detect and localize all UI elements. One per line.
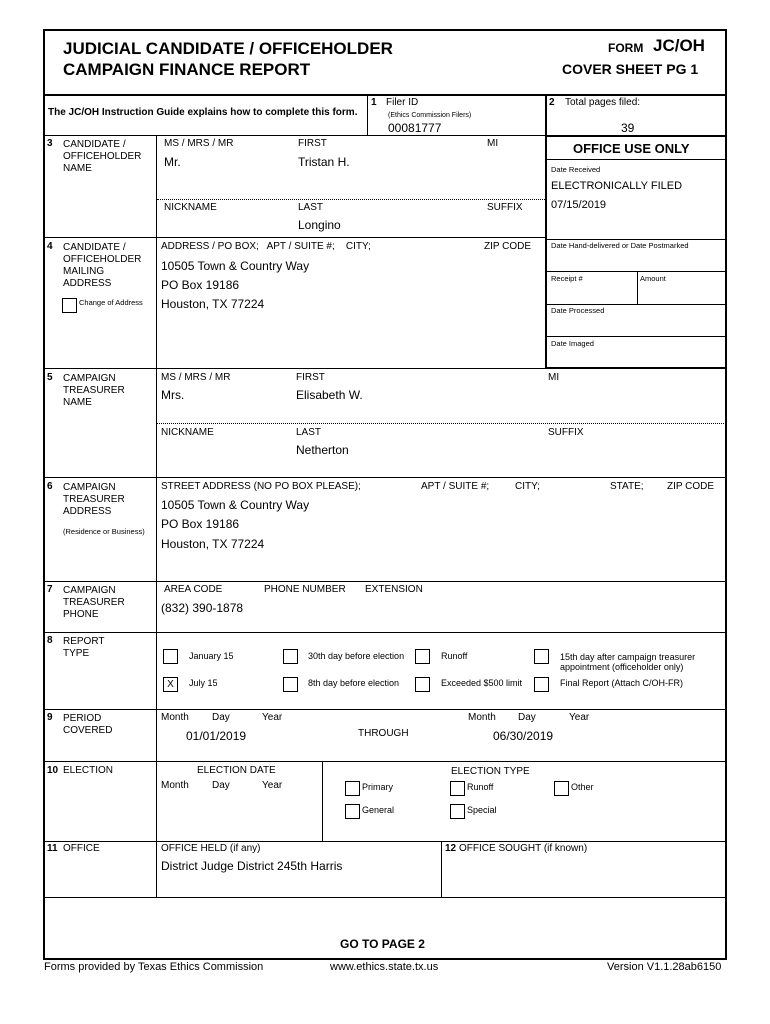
section-5-num: 5 xyxy=(47,372,53,383)
footer-provider: Forms provided by Texas Ethics Commission xyxy=(44,961,264,973)
mi-label: MI xyxy=(487,138,499,149)
residence-label: (Residence or Business) xyxy=(63,527,145,536)
year-label: Year xyxy=(262,712,283,723)
office-held-value: District Judge District 245th Harris xyxy=(161,859,343,873)
last-label: LAST xyxy=(298,202,324,213)
report-type-8th-day-checkbox[interactable] xyxy=(283,677,298,692)
day-label: Day xyxy=(212,780,230,791)
suffix-label: SUFFIX xyxy=(487,202,523,213)
office-held-label: OFFICE HELD (if any) xyxy=(161,843,261,854)
report-type-label: Final Report (Attach C/OH-FR) xyxy=(560,678,684,688)
filer-id-sub: (Ethics Commission Filers) xyxy=(388,112,472,119)
row-divider xyxy=(43,237,546,238)
last-label: LAST xyxy=(296,427,322,438)
change-of-address-checkbox[interactable] xyxy=(62,298,77,313)
day-label: Day xyxy=(212,712,230,723)
go-to-page-2: GO TO PAGE 2 xyxy=(340,937,425,951)
row-divider xyxy=(43,841,727,842)
candidate-last-name: Longino xyxy=(298,218,341,232)
period-from-date: 01/01/2019 xyxy=(186,729,247,743)
report-type-final-report-checkbox[interactable] xyxy=(534,677,549,692)
report-type-label: Exceeded $500 limit xyxy=(441,678,523,688)
report-type-15th-day-checkbox[interactable] xyxy=(534,649,549,664)
candidate-prefix: Mr. xyxy=(164,155,181,169)
hand-delivered-label: Date Hand-delivered or Date Postmarked xyxy=(551,241,689,250)
section-10-label: ELECTION xyxy=(63,765,114,776)
prefix-label: MS / MRS / MR xyxy=(164,138,234,149)
filer-id-num: 1 xyxy=(371,97,377,108)
row-divider xyxy=(43,477,727,478)
report-type-label: 30th day before election xyxy=(308,651,405,661)
row-divider xyxy=(43,368,727,369)
date-received-label: Date Received xyxy=(551,165,601,174)
section-4-label: CANDIDATE / OFFICEHOLDER MAILING ADDRESS xyxy=(63,242,142,289)
section-8-label: REPORT TYPE xyxy=(63,636,105,659)
month-label: Month xyxy=(161,780,189,791)
section-3-label: CANDIDATE / OFFICEHOLDER NAME xyxy=(63,139,142,174)
filed-date: 07/15/2019 xyxy=(551,199,607,211)
day-label: Day xyxy=(518,712,536,723)
election-type-option: Other xyxy=(571,782,594,792)
report-type-july-15-checkbox[interactable]: X xyxy=(163,677,178,692)
nickname-label: NICKNAME xyxy=(161,427,214,438)
amount-label: Amount xyxy=(640,274,666,283)
election-special-checkbox[interactable] xyxy=(450,804,465,819)
section-9-num: 9 xyxy=(47,712,53,723)
treasurer-address-line3: Houston, TX 77224 xyxy=(161,537,265,551)
divider xyxy=(367,95,368,135)
label-column-divider xyxy=(156,135,157,897)
divider xyxy=(546,336,727,337)
treasurer-last-name: Netherton xyxy=(296,443,349,457)
zip-code-label: ZIP CODE xyxy=(667,481,715,492)
year-label: Year xyxy=(262,780,283,791)
section-7-num: 7 xyxy=(47,584,53,595)
period-to-date: 06/30/2019 xyxy=(493,729,554,743)
section-3-num: 3 xyxy=(47,138,53,149)
candidate-address-line2: PO Box 19186 xyxy=(161,278,240,292)
apt-label: APT / SUITE #; xyxy=(421,481,490,492)
candidate-first-name: Tristan H. xyxy=(298,155,350,169)
report-type-exceeded-limit-checkbox[interactable] xyxy=(415,677,430,692)
footer-website[interactable]: www.ethics.state.tx.us xyxy=(330,961,439,973)
prefix-label: MS / MRS / MR xyxy=(161,372,231,383)
report-type-label: July 15 xyxy=(189,678,218,688)
total-pages-num: 2 xyxy=(549,97,555,108)
suffix-label: SUFFIX xyxy=(548,427,584,438)
section-8-num: 8 xyxy=(47,635,53,646)
office-sought-label: OFFICE SOUGHT (if known) xyxy=(459,843,588,854)
form-title-line2: CAMPAIGN FINANCE REPORT xyxy=(63,60,311,79)
candidate-address-line3: Houston, TX 77224 xyxy=(161,297,265,311)
row-divider xyxy=(43,897,727,898)
filed-status: ELECTRONICALLY FILED xyxy=(551,180,683,192)
election-primary-checkbox[interactable] xyxy=(345,781,360,796)
state-label: STATE; xyxy=(610,481,644,492)
section-10-num: 10 xyxy=(47,765,59,776)
section-11-num: 11 xyxy=(47,843,58,854)
total-pages-value: 39 xyxy=(621,121,635,135)
treasurer-address-line2: PO Box 19186 xyxy=(161,517,240,531)
street-address-label: STREET ADDRESS (NO PO BOX PLEASE); xyxy=(161,481,361,492)
section-12-num: 12 xyxy=(445,843,457,854)
treasurer-address-line1: 10505 Town & Country Way xyxy=(161,498,310,512)
section-6-num: 6 xyxy=(47,481,53,492)
row-divider xyxy=(43,632,727,633)
report-type-label: Runoff xyxy=(441,651,468,661)
row-divider xyxy=(43,761,727,762)
election-date-label: ELECTION DATE xyxy=(197,765,276,776)
filer-id-value: 00081777 xyxy=(388,121,442,135)
divider xyxy=(546,304,727,305)
through-label: THROUGH xyxy=(358,728,409,739)
election-runoff-checkbox[interactable] xyxy=(450,781,465,796)
divider xyxy=(545,95,547,135)
form-title-line1: JUDICIAL CANDIDATE / OFFICEHOLDER xyxy=(63,39,393,58)
form-code: JC/OH xyxy=(653,36,705,55)
divider xyxy=(637,271,638,304)
city-label: CITY; xyxy=(515,481,540,492)
election-type-label: ELECTION TYPE xyxy=(451,766,530,777)
nickname-label: NICKNAME xyxy=(164,202,217,213)
extension-label: EXTENSION xyxy=(365,584,423,595)
election-type-option: Runoff xyxy=(467,782,494,792)
divider xyxy=(441,841,442,897)
header-divider xyxy=(43,94,727,96)
cover-sheet-label: COVER SHEET PG 1 xyxy=(562,61,699,77)
election-other-checkbox[interactable] xyxy=(554,781,569,796)
address-fields-label: ADDRESS / PO BOX; APT / SUITE #; CITY; xyxy=(161,241,371,252)
section-11-label: OFFICE xyxy=(63,843,100,854)
election-type-option: Special xyxy=(467,805,497,815)
footer-version: Version V1.1.28ab6150 xyxy=(607,961,722,973)
receipt-label: Receipt # xyxy=(551,274,583,283)
election-type-option: Primary xyxy=(362,782,393,792)
section-4-num: 4 xyxy=(47,241,53,252)
date-processed-label: Date Processed xyxy=(551,306,605,315)
zip-code-label: ZIP CODE xyxy=(484,241,532,252)
section-9-label: PERIOD COVERED xyxy=(63,713,113,736)
report-type-runoff-checkbox[interactable] xyxy=(415,649,430,664)
instruction-text: The JC/OH Instruction Guide explains how to complete this form. xyxy=(48,107,358,118)
treasurer-phone: (832) 390-1878 xyxy=(161,601,244,615)
row-divider xyxy=(43,581,727,582)
date-imaged-label: Date Imaged xyxy=(551,339,594,348)
phone-number-label: PHONE NUMBER xyxy=(264,584,346,595)
divider xyxy=(322,761,323,841)
report-type-label: 8th day before election xyxy=(308,678,400,688)
month-label: Month xyxy=(161,712,189,723)
dotted-divider xyxy=(157,199,545,200)
change-of-address-label: Change of Address xyxy=(79,298,143,307)
report-type-30th-day-checkbox[interactable] xyxy=(283,649,298,664)
section-6-label: CAMPAIGN TREASURER ADDRESS xyxy=(63,482,125,517)
election-type-option: General xyxy=(362,805,395,815)
report-type-label: January 15 xyxy=(189,651,234,661)
election-general-checkbox[interactable] xyxy=(345,804,360,819)
section-7-label: CAMPAIGN TREASURER PHONE xyxy=(63,585,125,620)
first-label: FIRST xyxy=(296,372,325,383)
dotted-divider xyxy=(157,423,726,424)
row-divider xyxy=(43,709,727,710)
divider xyxy=(546,159,727,160)
total-pages-label: Total pages filed: xyxy=(565,97,641,108)
year-label: Year xyxy=(569,712,590,723)
section-5-label: CAMPAIGN TREASURER NAME xyxy=(63,373,125,408)
office-use-title: OFFICE USE ONLY xyxy=(573,141,690,156)
treasurer-prefix: Mrs. xyxy=(161,388,185,402)
form-label: FORM xyxy=(608,41,644,55)
area-code-label: AREA CODE xyxy=(164,584,223,595)
report-type-label: 15th day after campaign treasurer appointment (officeholder only) xyxy=(560,652,696,672)
first-label: FIRST xyxy=(298,138,327,149)
mi-label: MI xyxy=(548,372,560,383)
filer-id-label: Filer ID xyxy=(386,97,419,108)
divider xyxy=(546,239,727,240)
candidate-address-line1: 10505 Town & Country Way xyxy=(161,259,310,273)
report-type-january-15-checkbox[interactable] xyxy=(163,649,178,664)
month-label: Month xyxy=(468,712,496,723)
treasurer-first-name: Elisabeth W. xyxy=(296,388,363,402)
